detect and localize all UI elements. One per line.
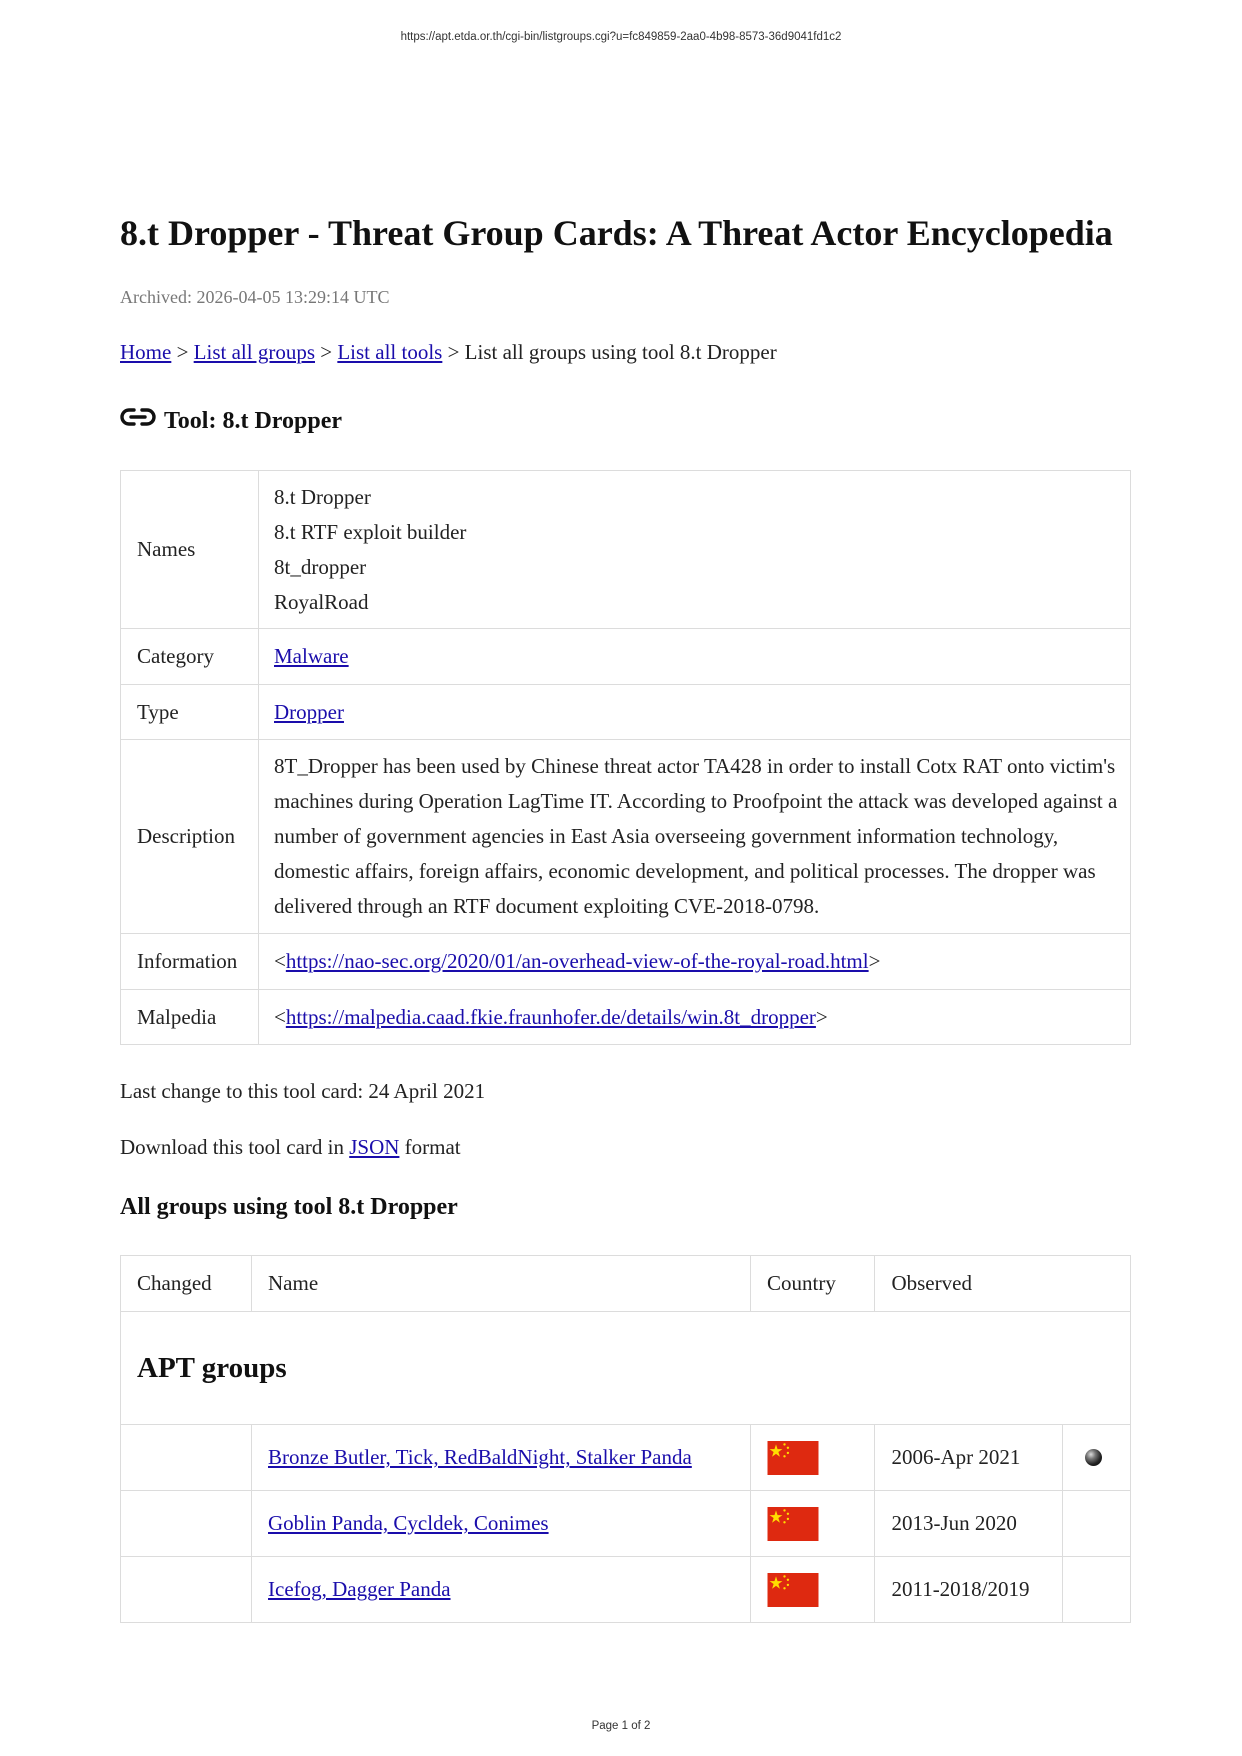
section-row <box>121 1312 1131 1425</box>
china-flag-icon <box>767 1441 819 1475</box>
link-icon <box>120 405 156 429</box>
last-change-text: Last change to this tool card: 24 April 2021 <box>120 1079 486 1103</box>
column-header-country: Country <box>751 1256 875 1312</box>
table-row <box>121 1491 1131 1557</box>
country-cell <box>751 1491 875 1557</box>
information-link[interactable]: https://nao-sec.org/2020/01/an-overhead-view-of-the-royal-road.html <box>285 949 869 973</box>
table-row <box>121 1425 1131 1491</box>
bracket-open: < <box>274 1004 286 1029</box>
observed-cell: 2011-2018/2019 <box>875 1557 1063 1623</box>
tool-heading <box>120 408 342 435</box>
table-row <box>121 1557 1131 1623</box>
column-header-name: Name <box>252 1256 751 1312</box>
group-name-link[interactable]: Goblin Panda, Cycldek, Conimes <box>268 1511 549 1535</box>
tool-row-description <box>121 740 1131 934</box>
tool-info-table <box>120 470 1131 1045</box>
breadcrumb-all-tools-link[interactable]: List all tools <box>337 340 443 364</box>
archived-timestamp: Archived: 2026-04-05 13:29:14 UTC <box>120 287 390 307</box>
column-header-observed: Observed <box>875 1256 1131 1312</box>
tool-name-item: RoyalRoad <box>274 589 369 614</box>
tool-row-type <box>121 685 1131 740</box>
names-list <box>259 471 1131 629</box>
changed-cell <box>121 1491 252 1557</box>
description-label: Description <box>121 740 259 934</box>
china-flag-icon <box>767 1573 819 1607</box>
status-cell <box>1063 1557 1131 1623</box>
breadcrumb-home-link[interactable]: Home <box>120 340 172 364</box>
tool-row-category <box>121 629 1131 685</box>
groups-heading: All groups using tool 8.t Dropper <box>120 1194 458 1220</box>
tool-heading-text: Tool: 8.t Dropper <box>164 408 343 434</box>
country-cell <box>751 1557 875 1623</box>
tool-name-item: 8t_dropper <box>274 554 367 579</box>
tool-row-names <box>121 471 1131 629</box>
groups-header-row <box>121 1256 1131 1312</box>
names-label: Names <box>121 471 259 629</box>
download-prefix: Download this tool card in <box>120 1135 350 1159</box>
groups-table <box>120 1255 1131 1623</box>
observed-cell: 2013-Jun 2020 <box>875 1491 1063 1557</box>
section-title-apt-groups: APT groups <box>121 1312 1131 1425</box>
breadcrumb-current: > List all groups using tool 8.t Dropper <box>442 340 777 364</box>
bracket-open: < <box>274 949 286 973</box>
group-name-link[interactable]: Bronze Butler, Tick, RedBaldNight, Stalker Panda <box>268 1445 692 1469</box>
description-text: 8T_Dropper has been used by Chinese threat actor TA428 in order to install Cotx RAT onto victim's machines during Operation LagTime IT. According to Proofpoint the attack was developed against a number of government agencies in East Asia overseeing government information technology, domestic affairs, foreign affairs, economic development, and political processes. The dropper was delivered through an RTF document exploiting CVE-2018-0798. <box>259 740 1131 934</box>
type-label: Type <box>121 685 259 740</box>
changed-cell <box>121 1425 252 1491</box>
black-ball-icon <box>1085 1449 1102 1466</box>
breadcrumb <box>120 340 777 365</box>
tool-name-item: 8.t RTF exploit builder <box>274 519 467 544</box>
bracket-close: > <box>868 949 881 973</box>
country-cell <box>751 1425 875 1491</box>
information-label: Information <box>121 934 259 990</box>
tool-row-malpedia <box>121 990 1131 1045</box>
page-title: 8.t Dropper - Threat Group Cards: A Threat Actor Encyclopedia <box>120 213 1113 253</box>
page-number: Page 1 of 2 <box>591 1720 651 1732</box>
type-link[interactable]: Dropper <box>274 699 344 724</box>
column-header-changed: Changed <box>121 1256 252 1312</box>
breadcrumb-all-groups-link[interactable]: List all groups <box>193 340 315 364</box>
status-cell <box>1063 1491 1131 1557</box>
tool-row-information <box>121 934 1131 990</box>
status-cell <box>1063 1425 1131 1491</box>
print-header-url: https://apt.etda.or.th/cgi-bin/listgroups.cgi?u=fc849859-2aa0-4b98-8573-36d9041fd1c2 <box>400 31 842 43</box>
breadcrumb-separator: > <box>315 340 338 364</box>
breadcrumb-separator: > <box>171 340 194 364</box>
download-line <box>120 1135 461 1160</box>
tool-name-item: 8.t Dropper <box>274 484 371 509</box>
json-download-link[interactable]: JSON <box>349 1135 400 1159</box>
download-suffix: format <box>399 1135 461 1159</box>
observed-cell: 2006-Apr 2021 <box>875 1425 1063 1491</box>
malpedia-label: Malpedia <box>121 990 259 1045</box>
category-link[interactable]: Malware <box>274 644 349 668</box>
changed-cell <box>121 1557 252 1623</box>
group-name-link[interactable]: Icefog, Dagger Panda <box>268 1577 451 1601</box>
malpedia-link[interactable]: https://malpedia.caad.fkie.fraunhofer.de/details/win.8t_dropper <box>285 1004 816 1029</box>
bracket-close: > <box>815 1004 828 1029</box>
china-flag-icon <box>767 1507 819 1541</box>
category-label: Category <box>121 629 259 685</box>
